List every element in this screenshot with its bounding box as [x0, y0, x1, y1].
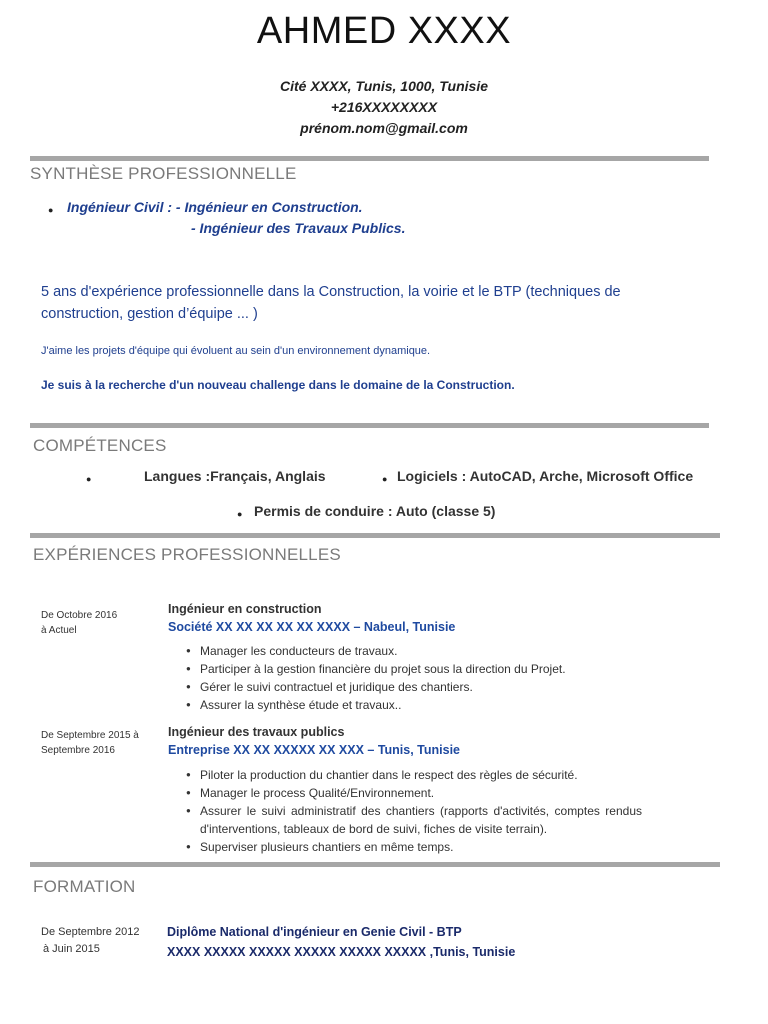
bullet-icon: ●: [382, 474, 388, 484]
list-item: ● Assurer le suivi administratif des chantiers (rapports d'activités, comptes rendus d'interventions, tableaux de bord de suivi, fiches de visite terrain).: [186, 802, 642, 838]
list-item: ● Superviser plusieurs chantiers en même temps.: [186, 838, 642, 856]
list-item: ● Gérer le suivi contractuel et juridique des chantiers.: [186, 678, 656, 696]
education-title: FORMATION: [33, 877, 136, 896]
job-date: [41, 728, 139, 758]
bullet-icon: ●: [237, 509, 243, 519]
job-tasks: [186, 766, 642, 856]
education-date-start: De Septembre 2012: [41, 926, 140, 938]
section-divider: [30, 533, 720, 538]
job-role: Ingénieur des travaux publics: [168, 725, 345, 739]
job-date-end: à Actuel: [41, 625, 77, 636]
job-company: Société XX XX XX XX XX XXXX – Nabeul, Tunisie: [168, 620, 456, 634]
list-item: ● Manager les conducteurs de travaux.: [186, 642, 656, 660]
candidate-name: AHMED XXXX: [256, 10, 512, 52]
bullet-icon: ●: [86, 474, 92, 484]
skills-title: COMPÉTENCES: [33, 436, 167, 455]
education-date: [41, 924, 139, 958]
section-divider: [30, 423, 709, 428]
list-item: ● Manager le process Qualité/Environnement.: [186, 784, 642, 802]
summary-title: SYNTHÈSE PROFESSIONNELLE: [30, 164, 297, 183]
job-date-end: Septembre 2016: [41, 745, 115, 756]
job-company: Entreprise XX XX XXXXX XX XXX – Tunis, Tunisie: [168, 743, 460, 757]
phone: +216XXXXXXXX: [330, 99, 438, 115]
job-tasks: [186, 642, 656, 714]
experience-title: EXPÉRIENCES PROFESSIONNELLES: [33, 545, 341, 564]
role-line-2: - Ingénieur des Travaux Publics.: [191, 220, 406, 236]
email: prénom.nom@gmail.com: [300, 120, 468, 136]
skill-languages: Langues :Français, Anglais: [144, 468, 326, 484]
skill-license: Permis de conduire : Auto (classe 5): [254, 503, 496, 519]
experience-summary-line-1: 5 ans d'expérience professionnelle dans la Construction, la voirie et le BTP (techniques de: [41, 284, 621, 300]
job-role: Ingénieur en construction: [168, 602, 322, 616]
address: Cité XXXX, Tunis, 1000, Tunisie: [279, 78, 488, 94]
list-item: ● Piloter la production du chantier dans le respect des règles de sécurité.: [186, 766, 642, 784]
experience-summary-line-2: construction, gestion d’équipe ... ): [41, 306, 258, 322]
job-date: [41, 608, 117, 638]
section-divider: [30, 862, 720, 867]
section-divider: [30, 156, 709, 161]
skill-software: Logiciels : AutoCAD, Arche, Microsoft Office: [397, 468, 694, 484]
list-item: ● Assurer la synthèse étude et travaux..: [186, 696, 656, 714]
team-statement: J'aime les projets d'équipe qui évoluent au sein d'un environnement dynamique.: [41, 345, 431, 357]
education-school: XXXX XXXXX XXXXX XXXXX XXXXX XXXXX ,Tunis, Tunisie: [167, 945, 516, 959]
goal-statement: Je suis à la recherche d'un nouveau challenge dans le domaine de la Construction.: [41, 378, 515, 392]
list-item: ● Participer à la gestion financière du projet sous la direction du Projet.: [186, 660, 656, 678]
education-date-end: à Juin 2015: [43, 943, 100, 955]
role-line-1: Ingénieur Civil : - Ingénieur en Construction.: [67, 199, 363, 215]
education-degree: Diplôme National d'ingénieur en Genie Civil - BTP: [167, 925, 462, 939]
bullet-icon: ●: [48, 205, 54, 215]
job-date-start: De Septembre 2015 à: [41, 730, 139, 741]
job-date-start: De Octobre 2016: [41, 610, 118, 621]
